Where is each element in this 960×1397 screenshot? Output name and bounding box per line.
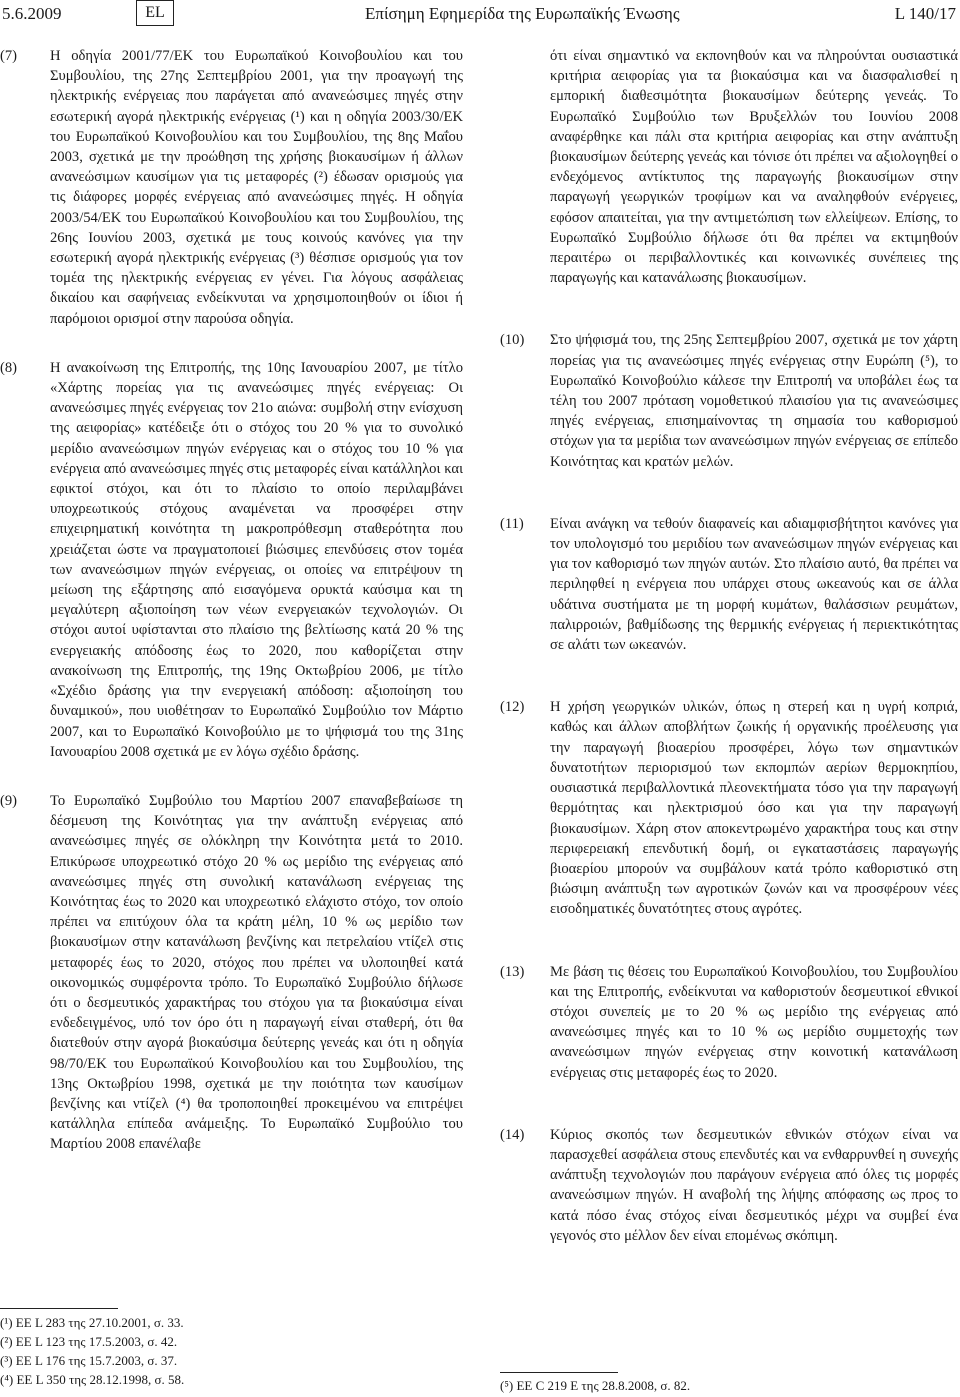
footnote-1: (¹) ΕΕ L 283 της 27.10.2001, σ. 33. xyxy=(0,1315,184,1330)
recital-11 xyxy=(500,514,958,655)
recital-7 xyxy=(0,46,463,329)
recital-text: Κύριος σκοπός των δεσμευτικών εθνικών στόχων είναι να παρασχεθεί ασφάλεια στους επενδυτές και να ενθαρρυνθεί η συνεχής ανάπτυξη τεχνολογιών που παράγουν ενέργεια από όλες τις μορφές ανανεώσιμων πηγών. Η αναβολή της λήψης απόφασης ως προς το κατά πόσο ένας στόχος είναι δεσμευτικός μέχρι να συμβεί ένα γεγονός στο μέλλον δεν είναι επομένως σκόπιμη. xyxy=(550,1126,958,1244)
recital-9 xyxy=(0,791,463,1155)
footnote-divider-right xyxy=(500,1372,618,1373)
recital-number: (13) xyxy=(500,963,525,980)
recital-9-continuation: ότι είναι σημαντικό να εκπονηθούν και να πληρούνται ουσιαστικά κριτήρια αειφορίας για τα βιοκαύσιμα και να διασφαλισθεί η εμπορική διαθεσιμότητα βιοκαυσίμων δεύτερης γενεάς. Το Ευρωπαϊκό Συμβούλιο των Βρυξελλών του Ιουνίου 2008 αναφέρθηκε και πάλι στα κριτήρια αειφορίας και στην ανάπτυξη βιοκαυσίμων δεύτερης γενεάς και τόνισε ότι πρέπει να αξιολογηθεί ο ενδεχόμενος αντίκτυπος της παραγωγής βιοκαυσίμων στην παραγωγή γεωργικών τροφίμων και να αναληφθούν ενέργειες, εφόσον απαιτείται, για την αντιμετώπιση των ελλείψεων. Επίσης, το Ευρωπαϊκό Συμβούλιο δήλωσε ότι θα πρέπει να εκτιμηθούν περαιτέρω οι περιβαλλοντικές και κοινωνικές συνέπειες της παραγωγής και κατανάλωσης βιοκαυσίμων. xyxy=(550,48,958,287)
left-column xyxy=(0,46,463,1185)
recital-8 xyxy=(0,358,463,762)
recital-number: (14) xyxy=(500,1126,525,1143)
publication-date: 5.6.2009 xyxy=(2,4,62,23)
recital-number: (7) xyxy=(0,48,18,64)
recital-14 xyxy=(500,1125,958,1246)
footnote-2: (²) ΕΕ L 123 της 17.5.2003, σ. 42. xyxy=(0,1334,178,1349)
recital-number: (8) xyxy=(0,359,18,376)
journal-title: Επίσημη Εφημερίδα της Ευρωπαϊκής Ένωσης xyxy=(365,4,680,23)
footnote-4: (⁴) ΕΕ L 350 της 28.12.1998, σ. 58. xyxy=(0,1372,185,1387)
recital-number: (10) xyxy=(500,332,525,349)
recital-12 xyxy=(500,697,958,919)
footnote-5: (⁵) ΕΕ C 219 Ε της 28.8.2008, σ. 82. xyxy=(500,1378,691,1393)
footnote-divider xyxy=(0,1308,118,1309)
recital-text: Με βάση τις θέσεις του Ευρωπαϊκού Κοινοβουλίου, του Συμβουλίου και της Επιτροπής, ενδείκνυται να καθοριστούν δεσμευτικοί εθνικοί στόχοι συνεπείς με το 20 % ως μερίδιο της ενέργειας από ανανεώσιμες πηγές και το 10 % ως μερίδιο συμμετοχής των ανανεώσιμων πηγών ενέργειας στην κοινοτική κατανάλωση ενέργειας στις μεταφορές έως το 2020. xyxy=(550,963,958,1081)
recital-text: Η χρήση γεωργικών υλικών, όπως η στερεή και η υγρή κοπριά, καθώς και άλλων αποβλήτων ζωικής ή οργανικής προέλευσης για την παραγωγή βιοαερίου προσφέρει, λόγω των σημαντικών δυνατοτήτων περιορισμού των εκπομπών αερίων θερμοκηπίου, ουσιαστικά περιβαλλοντικά πλεονεκτήματα τόσο για την παραγωγή θερμότητας και ηλεκτρισμού όσο και για την παραγωγή βιοκαυσίμων. Χάρη στον αποκεντρωμένο χαρακτήρα τους και στην περιφερειακή επενδυτική δομή, οι εγκαταστάσεις παραγωγής βιοαερίου μπορούν να συμβάλουν κατά τρόπο καθοριστικό στη βιώσιμη ανάπτυξη των αγροτικών ζωνών και να προσφέρουν νέες εισοδηματικές δυνατότητες στους αγρότες. xyxy=(550,699,958,918)
recital-13 xyxy=(500,962,958,1083)
recital-number: (11) xyxy=(500,515,524,532)
recital-text: Το Ευρωπαϊκό Συμβούλιο του Μαρτίου 2007 επαναβεβαίωσε τη δέσμευση της Κοινότητας για την ανάπτυξη ενέργειας από ανανεώσιμες πηγές σε ολόκληρη την Κοινότητα μετά το 2010. Επικύρωσε υποχρεωτικό στόχο 20 % ως μερίδιο της ενέργειας από ανανεώσιμες πηγές στη συνολική κατανάλωση ενέργειας της Κοινότητας έως το 2020 και υποχρεωτικό ελάχιστο στόχο, τον οποίο πρέπει να επιτύχουν όλα τα κράτη μέλη, 10 % ως μερίδιο των βιοκαυσίμων στην κατανάλωση βενζίνης και πετρελαίου ντίζελ στις μεταφορές έως το 2020, στόχος που πρέπει να υλοποιηθεί κατά οικονομικώς συμφέροντα τρόπο. Το Ευρωπαϊκό Συμβούλιο δήλωσε ότι ο δεσμευτικός χαρακτήρας του στόχου για τα βιοκαύσιμα είναι ενδεδειγμένος, υπό τον όρο ότι η παραγωγή είναι σταθερή, ότι θα διατεθούν στην αγορά βιοκαύσιμα δεύτερης γενεάς και ότι η οδηγία 98/70/ΕΚ του Ευρωπαϊκού Κοινοβουλίου και του Συμβουλίου, της 13ης Οκτωβρίου 1998, σχετικά με την ποιότητα των καυσίμων βενζίνης και ντίζελ (⁴) θα τροποποιηθεί προκειμένου να επιτρέψει κατάλληλα επίπεδα ανάμειξης. Το Ευρωπαϊκό Συμβούλιο του Μαρτίου 2008 επανέλαβε xyxy=(50,792,463,1153)
language-badge: EL xyxy=(136,0,174,26)
recital-number: (12) xyxy=(500,699,525,716)
recital-text: Στο ψήφισμά του, της 25ης Σεπτεμβρίου 2007, σχετικά με τον χάρτη πορείας για τις ανανεώσιμες πηγές ενέργειας στην Ευρώπη (⁵), το Ευρωπαϊκό Κοινοβούλιο κάλεσε την Επιτροπή να υποβάλει έως τα τέλη του 2007 πρόταση νομοθετικού πλαισίου για τις ανανεώσιμες πηγές ενέργειας, επισημαίνοντας τη σημασία του καθορισμού στόχων για τα μερίδια των ανανεώσιμων πηγών ενέργειας σε επίπεδο Κοινότητας και κρατών μελών. xyxy=(550,332,958,470)
footnotes-left xyxy=(0,1313,460,1389)
recital-10 xyxy=(500,330,958,471)
page-header xyxy=(0,0,960,28)
recital-text: Η ανακοίνωση της Επιτροπής, της 10ης Ιανουαρίου 2007, με τίτλο «Χάρτης πορείας για τις ανανεώσιμες πηγές ενέργειας: Οι ανανεώσιμες πηγές ενέργειας τον 21ο αιώνα: συμβολή στην ενίσχυση της αειφορίας» κατέδειξε ότι ο στόχος του 20 % για το συνολικό μερίδιο ανανεώσιμων πηγών ενέργειας και ο στόχος του 10 % για ενέργεια από ανανεώσιμες πηγές στις μεταφορές είναι κατάλληλοι και εφικτοί στόχοι, και ότι το πλαίσιο το οποίο περιλαμβάνει υποχρεωτικούς στόχους αναμένεται να προσφέρει στην επιχειρηματική κοινότητα τη μακροπρόθεσμη σταθερότητα που χρειάζεται ώστε να πραγματοποιεί βιώσιμες επενδύσεις στον τομέα των ανανεώσιμων πηγών ενέργειας, οι οποίες να επιτρέψουν τη μείωση της εξάρτησης από εισαγόμενα ορυκτά καύσιμα και τη μεγαλύτερη αξιοποίηση των νέων ενεργειακών τεχνολογιών. Οι στόχοι αυτοί υφίστανται στο πλαίσιο της βελτίωσης κατά 20 % της ενεργειακής απόδοσης έως το 2020, που καθορίζεται στην ανακοίνωση της Επιτροπής, της 19ης Οκτωβρίου 2006, με τίτλο «Σχέδιο δράσης για την ενεργειακή απόδοση: αξιοποίηση του δυναμικού», που υιοθέτησαν το Ευρωπαϊκό Συμβούλιο τον Μάρτιο 2007, και το Ευρωπαϊκό Κοινοβούλιο με το ψήφισμά του της 31ης Ιανουαρίου 2008 σχετικά με εν λόγω σχέδιο δράσης. xyxy=(50,359,463,760)
recital-text: Η οδηγία 2001/77/ΕΚ του Ευρωπαϊκού Κοινοβουλίου και του Συμβουλίου, της 27ης Σεπτεμβρίου 2001, για την προαγωγή της ηλεκτρικής ενέργειας που παράγεται από ανανεώσιμες πηγές στην εσωτερική αγορά ηλεκτρικής ενέργειας (¹) και η οδηγία 2003/30/ΕΚ του Ευρωπαϊκού Κοινοβουλίου και του Συμβουλίου, της 8ης Μαΐου 2003, σχετικά με την προώθηση της χρήσης βιοκαυσίμων ή άλλων ανανεώσιμων καυσίμων για τις μεταφορές (²) έδωσαν ορισμούς για τις διάφορες μορφές ενέργειας από ανανεώσιμες πηγές. Η οδηγία 2003/54/ΕΚ του Ευρωπαϊκού Κοινοβουλίου και του Συμβουλίου, της 26ης Ιουνίου 2003, σχετικά με τους κοινούς κανόνες για την εσωτερική αγορά ηλεκτρικής ενέργειας (³) θέσπισε ορισμούς για τον τομέα της ηλεκτρικής ενέργειας εν γένει. Για λόγους ασφάλειας δικαίου και σαφήνειας ενδείκνυται να χρησιμοποιηθούν οι ίδιοι ή παρόμοιοι ορισμοί στην παρούσα οδηγία. xyxy=(50,48,463,327)
right-column xyxy=(500,46,958,1276)
recital-number: (9) xyxy=(0,792,18,809)
recital-text: Είναι ανάγκη να τεθούν διαφανείς και αδιαμφισβήτητοι κανόνες για τον υπολογισμό του μεριδίου των ανανεώσιμων πηγών ενέργειας και για τον καθορισμό των πηγών αυτών. Στο πλαίσιο αυτό, θα πρέπει να περιληφθεί η ενέργεια που υπάρχει στους ωκεανούς και σε άλλα υδάτινα συστήματα με τη μορφή κυμάτων, θαλάσσιων ρευμάτων, παλιρροιών, βαθμίδωσης της θερμικής ενέργειας ή περιεκτικότητας σε αλάτι των ωκεανών. xyxy=(550,515,958,654)
footnote-3: (³) ΕΕ L 176 της 15.7.2003, σ. 37. xyxy=(0,1353,178,1368)
footnotes-right xyxy=(500,1376,958,1395)
page-number: L 140/17 xyxy=(894,4,956,23)
